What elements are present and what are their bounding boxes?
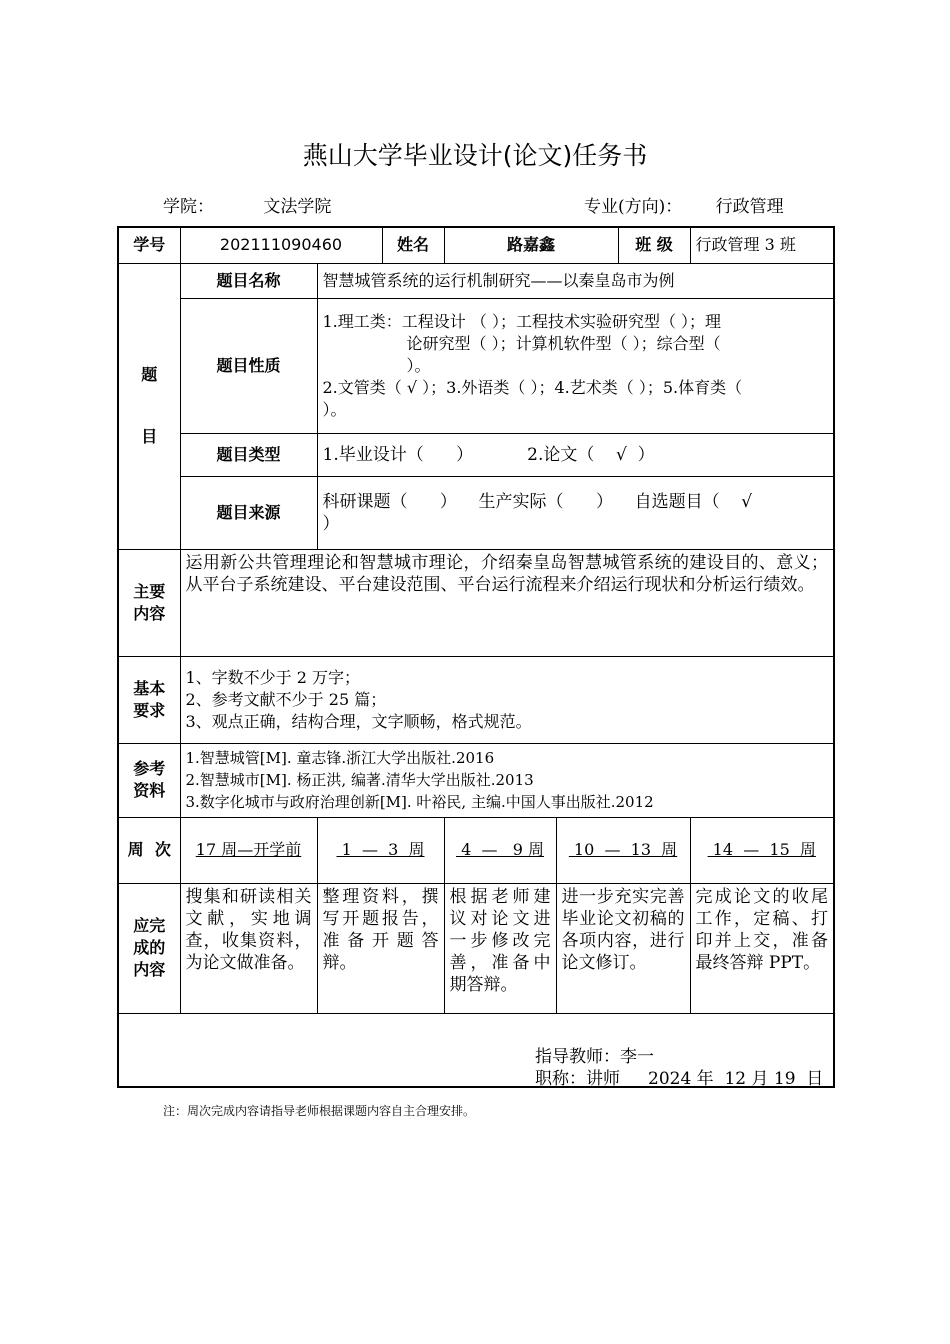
main-content-label-2: 内容 [133,603,166,623]
college-field [163,192,331,217]
task-form-table [117,226,835,1088]
week-period: 1 — 3 周 [317,817,444,883]
topic-source-row [118,476,834,549]
task-content-label-2: 成的 [133,938,166,957]
week-label: 周 次 [118,817,180,883]
reference-item: 2.智慧城市[M]. 杨正洪, 编著.清华大学出版社.2013 [185,771,534,789]
advisor-label: 指导教师： [535,1047,620,1067]
topic-nature-row [118,298,834,433]
college-value: 文法学院 [263,197,332,217]
topic-section-label [118,263,180,549]
topic-nature-value [317,298,834,433]
nature-line-4: 2.文管类（ √ ）；3.外语类（ ）；4.艺术类（ ）；5.体育类（ [322,377,743,397]
title-date-line [535,1064,823,1089]
task-row [118,883,834,1013]
task-content-label-3: 内容 [133,960,166,979]
topic-name-value: 智慧城管系统的运行机制研究——以秦皇岛市为例 [317,263,834,298]
topic-name-label: 题目名称 [180,263,317,298]
student-id-value: 202111090460 [180,227,382,263]
topic-type-row [118,433,834,476]
topic-section-label-2: 目 [141,427,158,446]
week-row [118,817,834,883]
references-label [118,743,180,817]
references-label-2: 资料 [133,781,166,800]
requirement-item: 1、字数不少于 2 万字； [185,667,361,687]
references-label-1: 参考 [133,759,166,778]
task-cell: 根据老师建议对论文进一步修改完善，准备中期答辩。 [444,883,556,1013]
student-name-label: 姓名 [382,227,444,263]
requirements-label-2: 要求 [133,700,166,720]
sign-date: 2024 年 12 月 19 日 [648,1069,824,1089]
topic-section-label-1: 题 [141,365,158,384]
week-period: 4 — 9 周 [444,817,556,883]
references-list [180,743,834,817]
topic-type-value: 1.毕业设计（ ） 2.论文（ √ ） [317,433,834,476]
task-cell: 整理资料，撰写开题报告，准备开题答辩。 [317,883,444,1013]
main-content-text: 运用新公共管理理论和智慧城市理论，介绍秦皇岛智慧城管系统的建设目的、意义；从平台子系统建设、平台建设范围、平台运行流程来介绍运行现状和分析运行绩效。 [180,549,834,656]
student-name-value: 路嘉鑫 [444,227,618,263]
reference-item: 3.数字化城市与政府治理创新[M]. 叶裕民, 主编.中国人事出版社.2012 [185,793,654,811]
requirements-list [180,656,834,743]
requirements-row [118,656,834,743]
major-value: 行政管理 [715,197,784,217]
topic-source-value [317,476,834,549]
requirements-label-1: 基本 [133,678,166,698]
advisor-value: 李一 [620,1047,654,1067]
main-content-row [118,549,834,656]
requirement-item: 2、参考文献不少于 25 篇； [185,689,387,709]
topic-source-label: 题目来源 [180,476,317,549]
title-value: 讲师 [586,1069,620,1089]
main-content-label-1: 主要 [133,581,166,601]
main-content-label [118,549,180,656]
student-row [118,227,834,263]
class-label: 班 级 [618,227,690,263]
topic-nature-label: 题目性质 [180,298,317,433]
references-row [118,743,834,817]
reference-item: 1.智慧城管[M]. 童志锋.浙江大学出版社.2016 [185,749,495,767]
task-content-label [118,883,180,1013]
task-cell: 进一步充实完善毕业论文初稿的各项内容，进行论文修订。 [556,883,690,1013]
requirement-item: 3、观点正确，结构合理，文字顺畅，格式规范。 [185,711,532,731]
task-cell: 搜集和研读相关文献，实地调查，收集资料，为论文做准备。 [180,883,317,1013]
week-period: 17 周—开学前 [180,817,317,883]
task-content-label-1: 应完 [133,916,166,935]
major-label: 专业(方向)： [584,197,683,217]
nature-line-2: 论研究型（ ）；计算机软件型（ ）；综合型（ [406,333,721,353]
task-cell: 完成论文的收尾工作，定稿、打印并上交，准备最终答辩 PPT。 [690,883,834,1013]
footnote: 注：周次完成内容请指导老师根据课题内容自主合理安排。 [163,1104,476,1118]
student-id-label: 学号 [118,227,180,263]
week-period: 10 — 13 周 [556,817,690,883]
week-period: 14 — 15 周 [690,817,834,883]
nature-line-3: ）。 [406,355,431,375]
class-value: 行政管理 3 班 [690,227,834,263]
major-field [584,192,784,217]
topic-name-row [118,263,834,298]
college-label: 学院： [163,197,214,217]
topic-type-label: 题目类型 [180,433,317,476]
requirements-label [118,656,180,743]
title-label: 职称： [535,1069,586,1089]
page-title: 燕山大学毕业设计(论文)任务书 [302,141,648,170]
nature-line-5: ）。 [322,399,347,419]
source-line-1: 科研课题（ ） 生产实际（ ） 自选题目（ √ [322,491,753,512]
nature-line-1: 1.理工类：工程设计 （ ）；工程技术实验研究型（ ）；理 [322,311,722,331]
source-line-2: ） [322,513,340,534]
